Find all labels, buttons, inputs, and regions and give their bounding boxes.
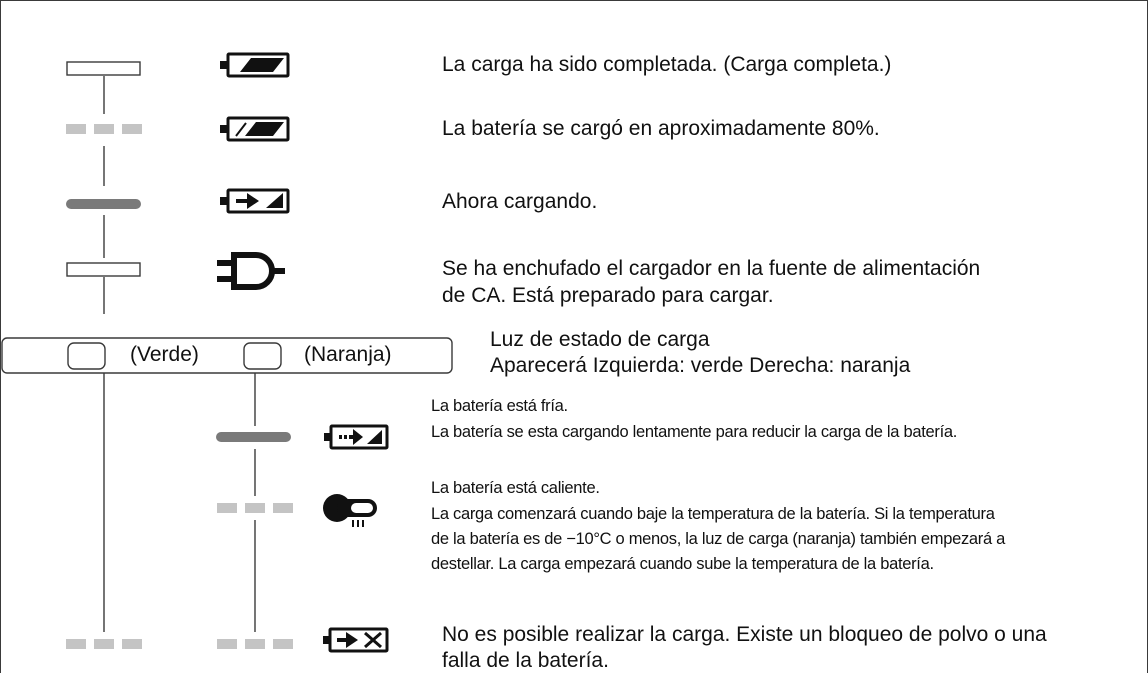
status-5-line-2: La batería se esta cargando lentamente para reducir la carga de la batería. — [431, 423, 958, 441]
battery-full-icon — [220, 54, 288, 76]
status-6-line-1: La batería está caliente. — [431, 479, 600, 497]
status-1-line-1: La carga ha sido completada. (Carga completa.) — [442, 53, 892, 76]
battery-error-icon — [323, 629, 387, 651]
status-7-line-1: No es posible realizar la carga. Existe un bloqueo de polvo o una — [442, 623, 1047, 646]
green-lamp-off — [67, 263, 140, 276]
status-3-line-1: Ahora cargando. — [442, 190, 598, 213]
ac-plug-icon — [217, 255, 285, 287]
status-2-line-1: La batería se cargó en aproximadamente 80%. — [442, 117, 880, 140]
orange-lamp-on — [216, 432, 291, 442]
status-7-line-2: falla de la batería. — [442, 649, 609, 672]
green-lamp-label: (Verde) — [130, 343, 199, 366]
battery-slow-charging-icon — [324, 426, 387, 448]
thermometer-hot-icon — [323, 494, 377, 527]
status-6-line-3: de la batería es de −10°C o menos, la luz de carga (naranja) también empezará a — [431, 530, 1006, 548]
legend-title: Luz de estado de carga — [490, 328, 710, 351]
status-4-line-2: de CA. Está preparado para cargar. — [442, 284, 774, 307]
status-4-line-1: Se ha enchufado el cargador en la fuente de alimentación — [442, 257, 981, 280]
orange-lamp-flashing — [217, 639, 293, 649]
battery-80-icon — [220, 118, 288, 140]
status-5-line-1: La batería está fría. — [431, 397, 568, 415]
green-lamp-on — [66, 199, 141, 209]
battery-charging-icon — [220, 190, 288, 212]
green-lamp-flashing — [66, 124, 142, 134]
orange-lamp-symbol — [244, 343, 281, 369]
orange-lamp-flashing — [217, 503, 293, 513]
status-6-line-4: destellar. La carga empezará cuando sube la temperatura de la batería. — [431, 555, 934, 573]
green-lamp-symbol — [68, 343, 105, 369]
status-6-line-2: La carga comenzará cuando baje la temperatura de la batería. Si la temperatura — [431, 505, 995, 523]
legend-description: Aparecerá Izquierda: verde Derecha: naranja — [490, 354, 911, 377]
green-lamp-off — [67, 62, 140, 75]
green-lamp-flashing — [66, 639, 142, 649]
orange-lamp-label: (Naranja) — [304, 343, 392, 366]
